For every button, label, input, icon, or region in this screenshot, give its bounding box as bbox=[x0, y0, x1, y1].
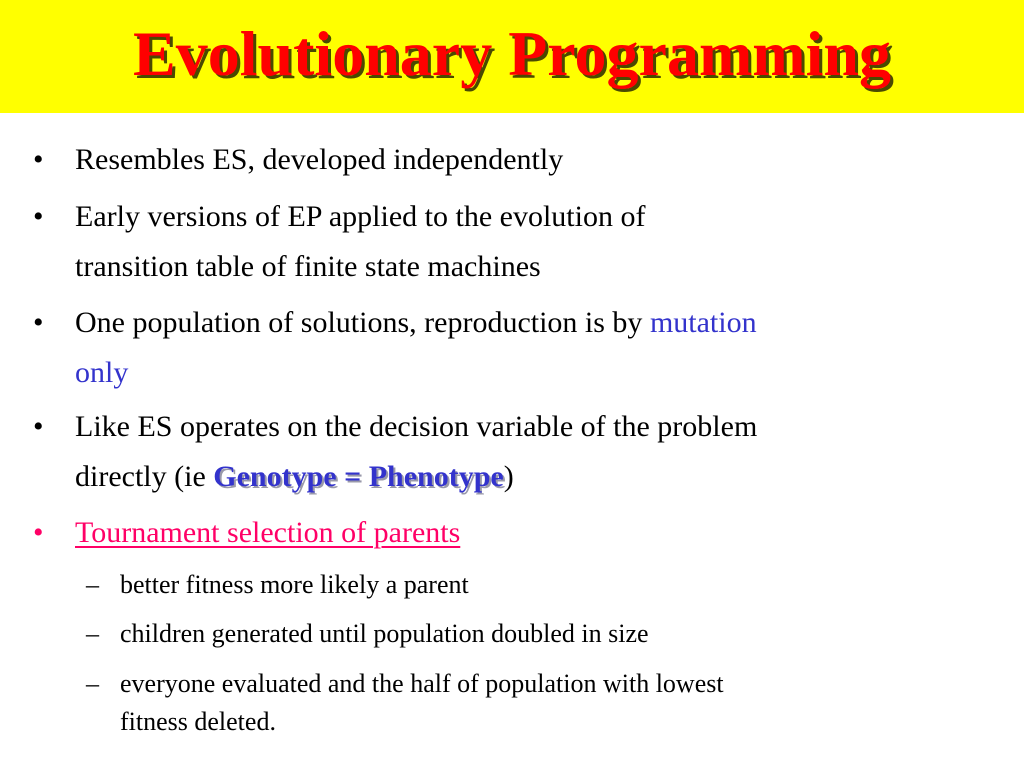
bullet-text bbox=[75, 298, 990, 398]
bullet-marker: • bbox=[33, 306, 44, 339]
bullet-marker: • bbox=[33, 516, 44, 549]
bullet-line: directly (ie bbox=[75, 460, 214, 493]
sub-bullet-line: everyone evaluated and the half of population with lowest bbox=[120, 669, 724, 698]
bullet-marker: • bbox=[33, 143, 44, 176]
sub-bullet-text: better fitness more likely a parent bbox=[120, 570, 469, 599]
sub-bullet-line: fitness deleted. bbox=[120, 707, 276, 736]
mutation-emphasis: mutation bbox=[649, 306, 757, 339]
sub-bullet-text: children generated until population doubled in size bbox=[120, 619, 649, 648]
bullet-line: ) bbox=[503, 460, 514, 493]
sub-bullet-marker: – bbox=[86, 669, 99, 698]
bullet-line: Early versions of EP applied to the evolution of bbox=[75, 200, 646, 233]
bullet-line: One population of solutions, reproduction is by bbox=[75, 306, 650, 339]
slide-title: Evolutionary Programming bbox=[133, 18, 891, 89]
only-emphasis: only bbox=[75, 356, 129, 389]
bullet-line: Like ES operates on the decision variable of the problem bbox=[75, 410, 758, 443]
genotype-phenotype-emphasis: Genotype = Phenotype bbox=[213, 460, 504, 493]
bullet-text: Resembles ES, developed independently bbox=[75, 143, 564, 176]
bullet-line: transition table of finite state machines bbox=[75, 250, 541, 283]
bullet-text bbox=[75, 402, 990, 502]
bullet-marker: • bbox=[33, 200, 44, 233]
bullet-text bbox=[75, 192, 990, 292]
sub-bullet-text bbox=[120, 665, 980, 741]
sub-bullet-marker: – bbox=[86, 570, 99, 599]
bullet-marker: • bbox=[33, 410, 44, 443]
tournament-selection-link[interactable]: Tournament selection of parents bbox=[75, 516, 461, 549]
sub-bullet-marker: – bbox=[86, 619, 99, 648]
